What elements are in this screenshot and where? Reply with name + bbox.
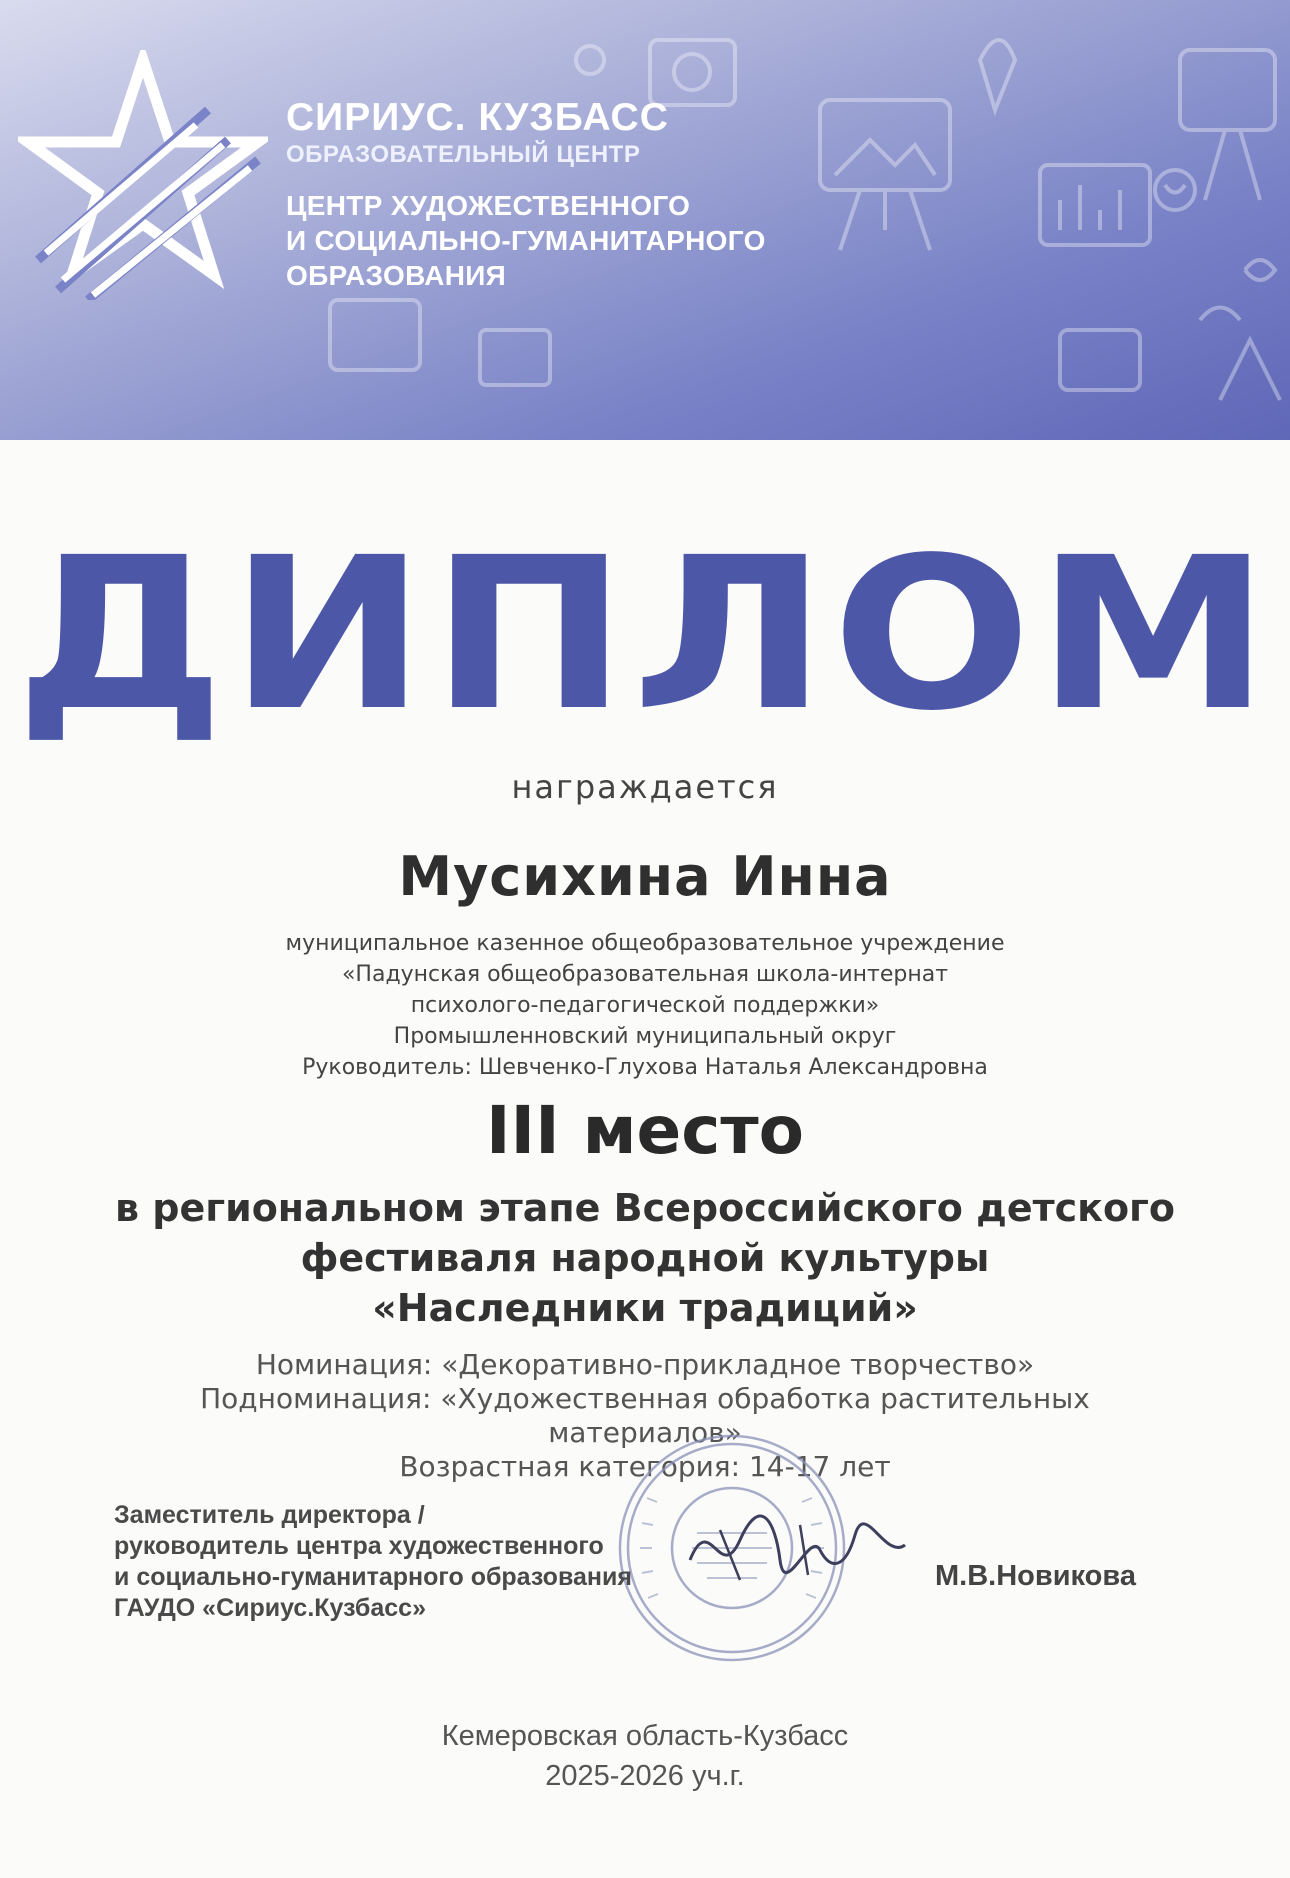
signer-line: руководитель центра художественного [114,1532,604,1560]
footer-block [0,1716,1290,1796]
organization-line: Промышленновский муниципальный округ [393,1024,897,1049]
signer-position [114,1500,632,1624]
recipient-name: Мусихина Инна [398,845,892,908]
center-name [286,188,766,293]
organization-line: муниципальное казенное общеобразовательное учреждение [285,931,1005,956]
footer-region: Кемеровская область-Кузбасс [441,1720,849,1752]
brand-subtitle: ОБРАЗОВАТЕЛЬНЫЙ ЦЕНТР [286,141,641,168]
subnomination-line: материалов» [548,1416,742,1449]
organization-line: психолого-педагогической поддержки» [410,993,880,1018]
awarded-text: награждается [511,768,779,806]
festival-block [0,1183,1290,1333]
festival-line: в региональном этапе Всероссийского детского [114,1186,1176,1230]
festival-line: «Наследники традиций» [372,1286,918,1330]
organization-block [0,928,1290,1083]
place-award: III место [485,1092,805,1169]
diploma-title: ДИПЛОМ [15,512,1275,757]
header-banner [0,0,1290,440]
nomination-line: Номинация: «Декоративно-прикладное творчество» [255,1348,1035,1381]
organization-line: «Падунская общеобразовательная школа-интернат [341,962,949,987]
age-category-line: Возрастная категория: 14-17 лет [399,1450,891,1483]
organization-line: Руководитель: Шевченко-Глухова Наталья Александровна [302,1055,988,1080]
signer-line: Заместитель директора / [114,1501,425,1529]
center-name-line: ЦЕНТР ХУДОЖЕСТВЕННОГО [286,190,691,221]
signer-name: М.В.Новикова [935,1560,1136,1592]
festival-line: фестиваля народной культуры [300,1236,990,1280]
signature [680,1490,910,1600]
subnomination-line: Подноминация: «Художественная обработка растительных [200,1382,1090,1415]
sirius-star-logo [18,50,268,300]
center-name-line: И СОЦИАЛЬНО-ГУМАНИТАРНОГО [286,225,766,256]
brand-block [286,96,766,293]
brand-name: СИРИУС. КУЗБАСС [286,96,669,139]
signer-line: и социально-гуманитарного образования [114,1563,632,1591]
footer-year: 2025-2026 уч.г. [545,1760,745,1792]
center-name-line: ОБРАЗОВАНИЯ [286,260,507,291]
signer-line: ГАУДО «Сириус.Кузбасс» [114,1594,426,1622]
